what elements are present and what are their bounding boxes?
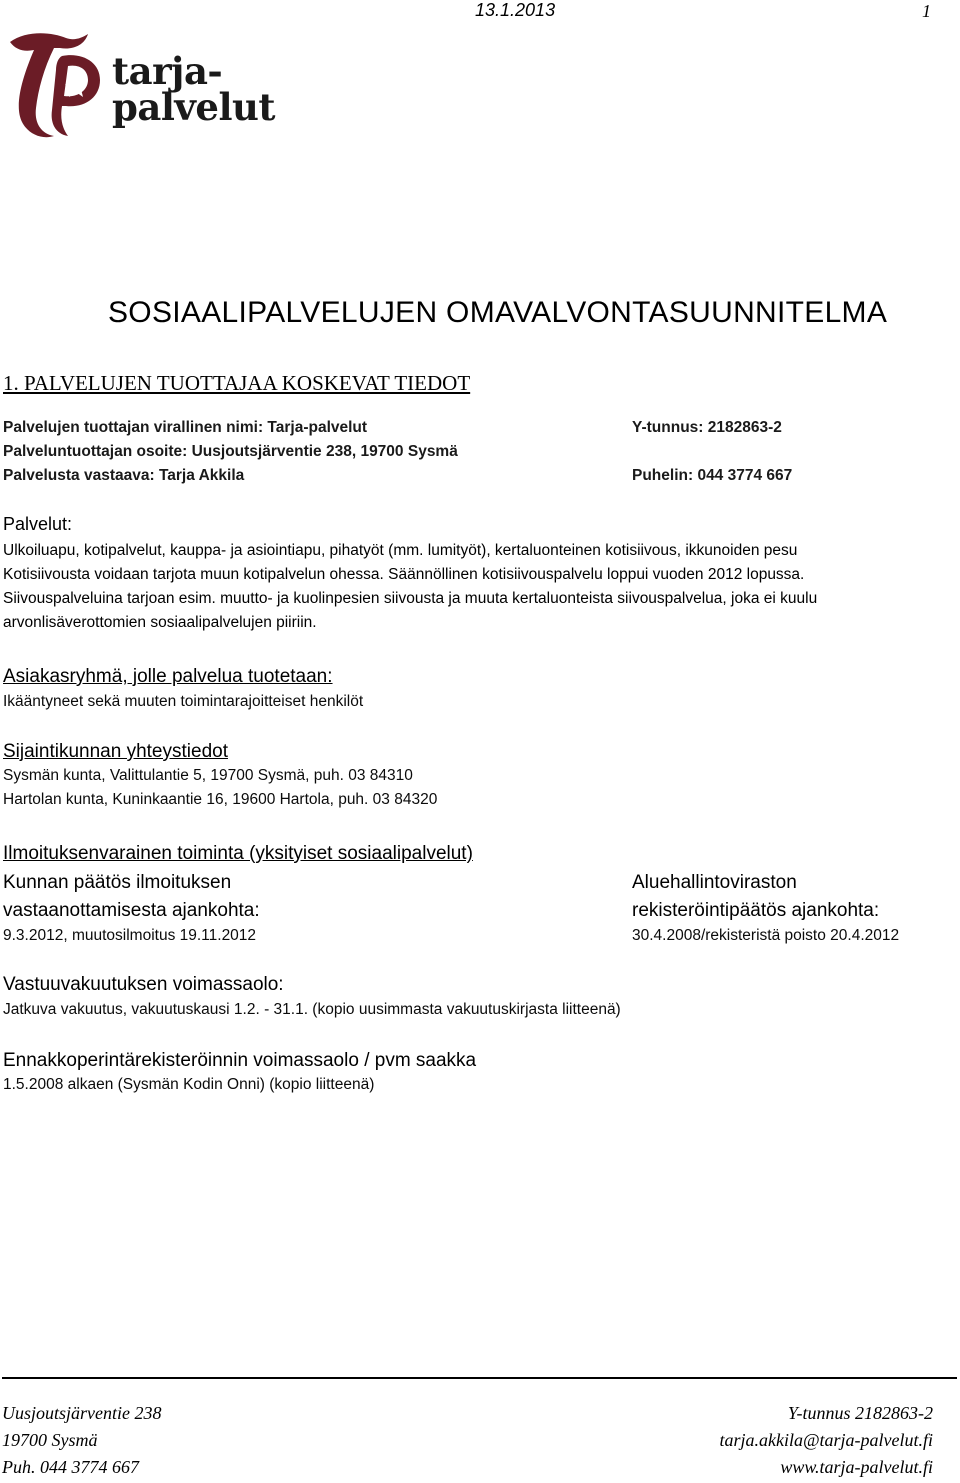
provider-address: Palveluntuottajan osoite: Uusjoutsjärventie 238, 19700 Sysmä <box>3 443 458 460</box>
regional-agency-label: Aluehallintoviraston <box>632 872 797 893</box>
regional-agency-date: 30.4.2008/rekisteristä poisto 20.4.2012 <box>632 927 900 944</box>
services-line: Siivouspalveluina tarjoan esim. muutto- ja kuolinpesien siivousta ja muuta kertaluonteista siivouspalvelua, joka ei kuulu <box>3 590 818 607</box>
page-number: 1 <box>922 1 931 21</box>
company-logo <box>4 28 275 143</box>
logo-text-line1: tarja- <box>112 49 223 93</box>
municipal-decision-label: Kunnan päätös ilmoituksen <box>3 872 232 893</box>
municipality-line: Sysmän kunta, Valittulantie 5, 19700 Sysmä, puh. 03 84310 <box>3 767 413 784</box>
footer-address: Uusjoutsjärventie 238 <box>2 1403 162 1423</box>
business-id: Y-tunnus: 2182863-2 <box>632 419 782 436</box>
services-line: arvonlisäverottomien sosiaalipalvelujen piiriin. <box>3 614 317 631</box>
insurance-heading: Vastuuvakuutuksen voimassaolo: <box>3 974 284 995</box>
notification-heading: Ilmoituksenvarainen toiminta (yksityiset sosiaalipalvelut) <box>3 843 473 864</box>
header-date: 13.1.2013 <box>475 0 556 20</box>
responsible-person: Palvelusta vastaava: Tarja Akkila <box>3 467 245 484</box>
client-group-text: Ikääntyneet sekä muuten toimintarajoitteiset henkilöt <box>3 693 364 710</box>
municipality-heading: Sijaintikunnan yhteystiedot <box>3 741 228 762</box>
footer-divider <box>2 1377 957 1379</box>
footer-website-link[interactable]: www.tarja-palvelut.fi <box>780 1457 933 1477</box>
insurance-text: Jatkuva vakuutus, vakuutuskausi 1.2. - 31.1. (kopio uusimmasta vakuutuskirjasta liitteenä) <box>3 1001 621 1018</box>
regional-agency-label-2: rekisteröintipäätös ajankohta: <box>632 900 880 921</box>
prepayment-heading: Ennakkoperintärekisteröinnin voimassaolo / pvm saakka <box>3 1050 477 1071</box>
footer-business-id: Y-tunnus 2182863-2 <box>787 1403 933 1423</box>
municipal-decision-date: 9.3.2012, muutosilmoitus 19.11.2012 <box>3 927 257 944</box>
footer-postal: 19700 Sysmä <box>2 1430 98 1450</box>
client-group-heading: Asiakasryhmä, jolle palvelua tuotetaan: <box>3 666 333 687</box>
services-line: Kotisiivousta voidaan tarjota muun kotipalvelun ohessa. Säännöllinen kotisiivouspalvelu loppui vuoden 2012 lopussa. <box>3 566 805 583</box>
services-line: Ulkoiluapu, kotipalvelut, kauppa- ja asiointiapu, pihatyöt (mm. lumityöt), kertaluonteinen kotisiivous, ikkunoiden pesu <box>3 542 798 559</box>
document-title: SOSIAALIPALVELUJEN OMAVALVONTASUUNNITELMA <box>108 296 888 329</box>
footer-email-link[interactable]: tarja.akkila@tarja-palvelut.fi <box>719 1430 933 1450</box>
logo-text-line2: palvelut <box>112 85 275 129</box>
section1-heading: 1. PALVELUJEN TUOTTAJAA KOSKEVAT TIEDOT <box>3 371 471 395</box>
services-heading: Palvelut: <box>3 514 73 534</box>
municipality-line: Hartolan kunta, Kuninkaantie 16, 19600 Hartola, puh. 03 84320 <box>3 791 438 808</box>
official-name: Palvelujen tuottajan virallinen nimi: Tarja-palvelut <box>3 419 368 436</box>
footer-phone: Puh. 044 3774 667 <box>2 1457 139 1477</box>
municipal-decision-label-2: vastaanottamisesta ajankohta: <box>3 900 260 921</box>
prepayment-text: 1.5.2008 alkaen (Sysmän Kodin Onni) (kopio liitteenä) <box>3 1076 375 1093</box>
phone-number: Puhelin: 044 3774 667 <box>632 467 793 484</box>
